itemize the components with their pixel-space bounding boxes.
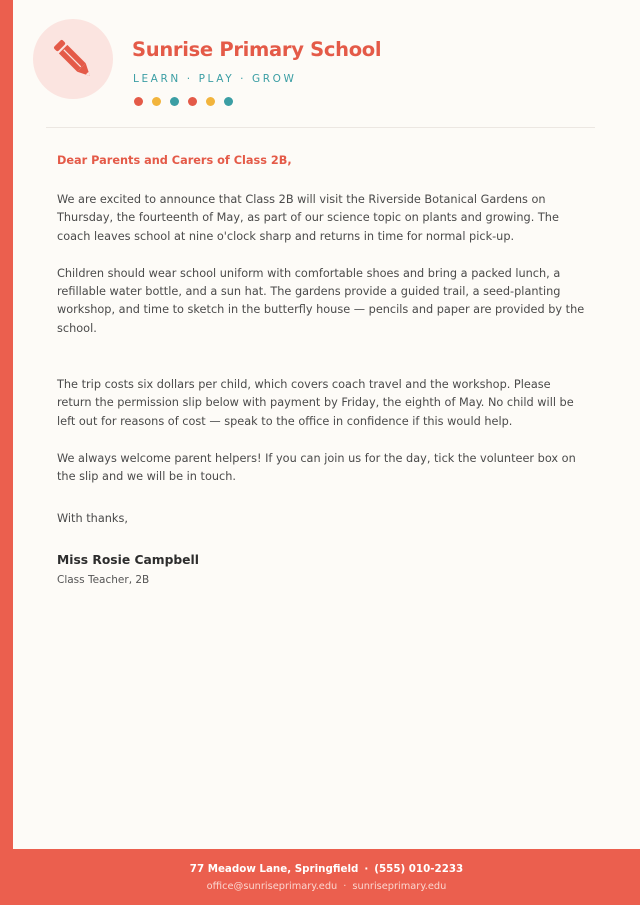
footer-web-line: [13, 881, 640, 892]
left-accent-bar: [0, 0, 13, 905]
signatory-name: Miss Rosie Campbell: [57, 552, 199, 567]
closing: With thanks,: [57, 511, 128, 525]
letterhead: [0, 0, 640, 128]
pencil-icon: [47, 33, 99, 85]
footer-phone: (555) 010-2233: [374, 863, 464, 875]
footer-email[interactable]: office@sunriseprimary.edu: [206, 881, 338, 892]
footer-contact-line: [13, 863, 640, 875]
dot: [206, 97, 215, 106]
school-tagline: LEARN · PLAY · GROW: [133, 73, 297, 85]
paragraph-trip-announcement: We are excited to announce that Class 2B will visit the Riverside Botanical Gardens on Thursday, the fourteenth of May, as part of our science topic on plants and growing. The coach leaves school at nine o'clock sharp and returns in time for normal pick-up.: [57, 193, 559, 243]
paragraph-cost: The trip costs six dollars per child, which covers coach travel and the workshop. Please return the permission slip below with payment by Friday, the eighth of May. No child will be left out for reasons of cost — speak to the office in confidence if this would help.: [57, 378, 574, 428]
footer-separator: ·: [364, 863, 369, 875]
header-divider: [46, 127, 595, 128]
school-logo: [33, 19, 113, 99]
footer: [13, 849, 640, 905]
letter-body: [57, 152, 587, 588]
dot: [224, 97, 233, 106]
footer-separator: ·: [343, 881, 347, 892]
footer-website[interactable]: sunriseprimary.edu: [352, 881, 447, 892]
paragraph-helpers: We always welcome parent helpers! If you can join us for the day, tick the volunteer box on the slip and we will be in touch.: [57, 451, 576, 484]
dot: [134, 97, 143, 106]
footer-address: 77 Meadow Lane, Springfield: [189, 863, 359, 875]
dot: [170, 97, 179, 106]
dot: [152, 97, 161, 106]
school-name: Sunrise Primary School: [132, 38, 382, 61]
signatory-role: Class Teacher, 2B: [57, 573, 150, 586]
decorative-dots: [134, 97, 233, 106]
dot: [188, 97, 197, 106]
paragraph-what-to-bring: Children should wear school uniform with comfortable shoes and bring a packed lunch, a refillable water bottle, and a sun hat. The gardens provide a guided trail, a seed-planting workshop, and time to sketch in the butterfly house — pencils and paper are provided by the school.: [57, 266, 585, 335]
salutation: Dear Parents and Carers of Class 2B,: [57, 154, 292, 167]
